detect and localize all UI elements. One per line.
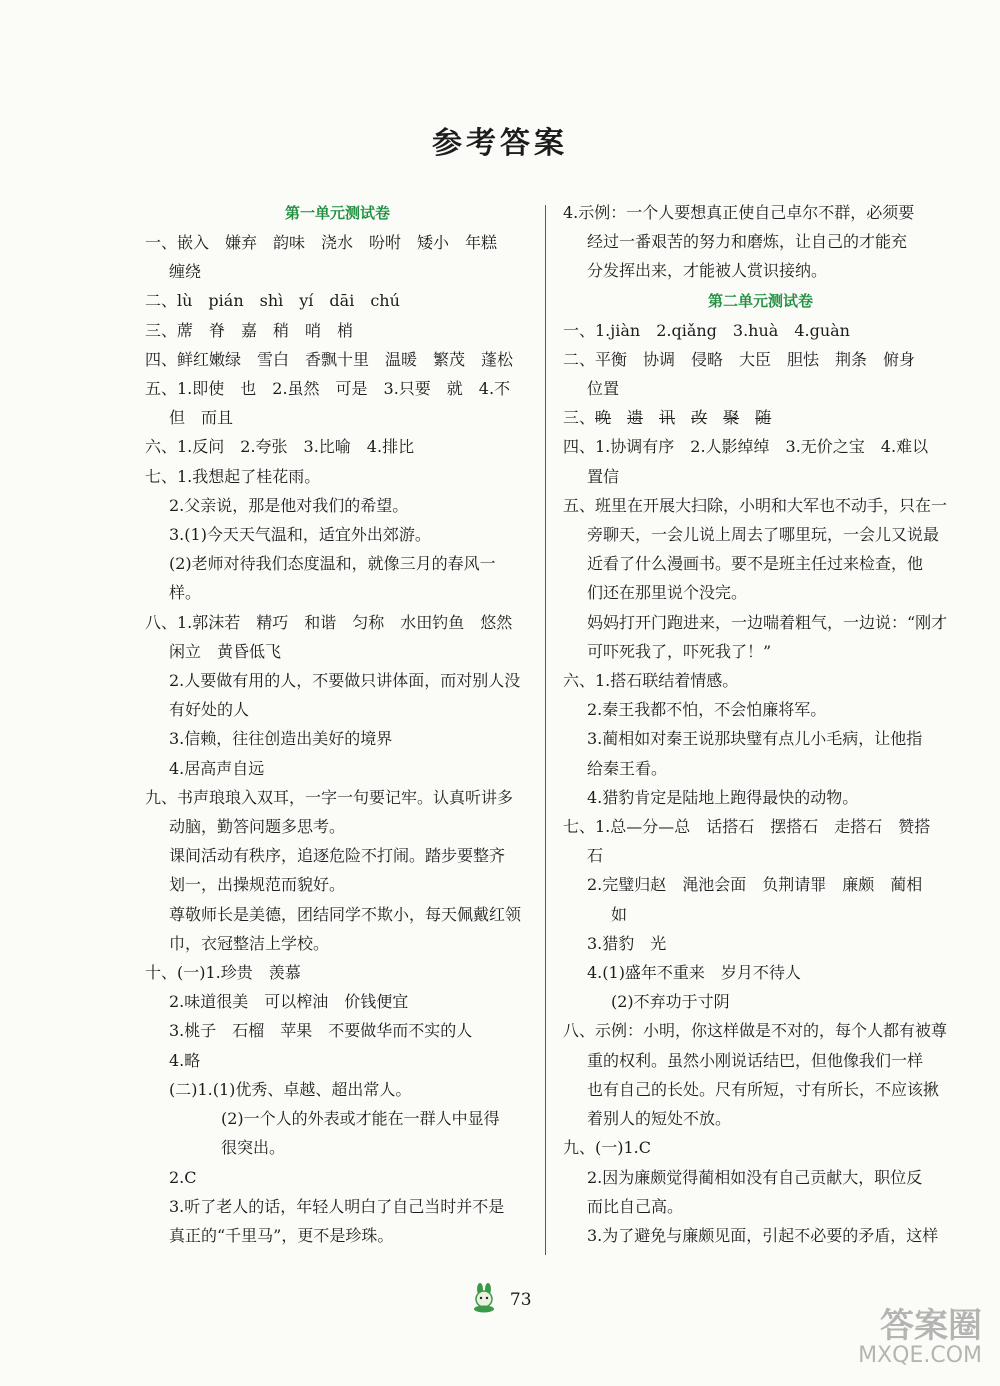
right-lines-b-line: 着别人的短处不放。: [587, 1109, 732, 1129]
right-lines-b-line: 可吓死我了，吓死我了！”: [587, 641, 772, 661]
right-lines-b-line: 2.因为廉颇觉得蔺相如没有自己贡献大，职位反: [587, 1167, 923, 1187]
left-lines-line: 一、嵌入 嫌弃 韵味 浇水 吩咐 矮小 年糕: [145, 233, 498, 252]
right-lines-a-line: 二、平衡 协调 侵略 大臣 胆怯 荆条 俯身: [563, 349, 916, 369]
left-lines-line: 有好处的人: [169, 700, 250, 720]
right-lines-a-line: 一、1.jiàn 2.qiǎng 3.huà 4.guàn: [563, 320, 850, 340]
right-intro-line: 分发挥出来，才能被人赏识接纳。: [587, 261, 828, 281]
right-lines-b-line: 2.秦王我都不怕，不会怕廉将军。: [587, 700, 827, 720]
struck-char: 随: [755, 408, 772, 428]
left-lines-line: 3.(1)今天天气温和，适宜外出郊游。: [169, 525, 431, 545]
right-lines-b-line: 石: [587, 846, 604, 866]
rabbit-mascot-icon: [468, 1283, 502, 1318]
unit2-answers-part1: [563, 316, 958, 404]
watermark-url: MXQE.COM: [858, 1343, 982, 1368]
left-lines-line: 2.人要做有用的人，不要做只讲体面，而对别人没: [169, 671, 521, 691]
right-lines-b-line: 而比自己高。: [587, 1196, 684, 1216]
left-lines-line: 九、书声琅琅入双耳，一字一句要记牢。认真听讲多: [145, 787, 514, 807]
right-lines-b-line: 给秦王看。: [587, 758, 668, 778]
watermark: [782, 1298, 982, 1378]
left-lines-line: 3.听了老人的话，年轻人明白了自己当时并不是: [169, 1196, 505, 1216]
struck-char: 遗: [627, 408, 644, 428]
left-lines-line: 课间活动有秩序，追逐危险不打闹。踏步要整齐: [169, 846, 506, 866]
left-lines-line: 2.味道很美 可以榨油 价钱便宜: [169, 992, 409, 1012]
left-lines-line: (二)1.(1)优秀、卓越、超出常人。: [169, 1079, 412, 1099]
right-intro-line: 经过一番艰苦的努力和磨炼，让自己的才能充: [587, 232, 908, 252]
left-lines-line: 缠绕: [169, 262, 202, 282]
unit1-continued-answers: [563, 198, 958, 286]
right-lines-b-line: 九、(一)1.C: [563, 1138, 651, 1158]
struck-char: 晚: [595, 408, 612, 428]
left-lines-line: 闲立 黄昏低飞: [169, 641, 282, 661]
struck-char: 聚: [723, 408, 740, 428]
page-number: 73: [509, 1290, 532, 1310]
right-lines-b-line: 旁聊天，一会儿说上周去了哪里玩，一会儿又说最: [587, 525, 940, 545]
left-lines-line: 尊敬师长是美德，团结同学不欺小，每天佩戴红领: [169, 904, 522, 924]
right-lines-b-line: 3.为了避免与廉颇见面，引起不必要的矛盾，这样: [587, 1225, 939, 1245]
right-lines-b-line: 3.猎豹 光: [587, 933, 667, 953]
left-lines-line: 二、lù pián shì yí dāi chú: [145, 291, 400, 311]
left-lines-line: 四、鲜红嫩绿 雪白 香飘十里 温暖 繁茂 蓬松: [145, 349, 514, 369]
right-lines-b-line: 妈妈打开门跑进来，一边喘着粗气，一边说：“刚才: [587, 612, 948, 632]
right-lines-b-line: 七、1.总—分—总 话搭石 摆搭石 走搭石 赞搭: [563, 817, 931, 837]
left-lines-line: 3.信赖，往往创造出美好的境界: [169, 729, 393, 749]
right-lines-b-line: (2)不弃功于寸阴: [611, 992, 730, 1012]
left-lines-line: 样。: [169, 583, 202, 603]
left-lines-line: 3.桃子 石榴 苹果 不要做华而不实的人: [169, 1021, 473, 1041]
left-lines-line: 八、1.郭沫若 精巧 和谐 匀称 水田钓鱼 悠然: [145, 612, 513, 632]
right-lines-b-line: 如: [611, 904, 628, 924]
right-lines-a-line: 位置: [587, 379, 620, 399]
left-lines-line: 三、蓆 脊 嘉 稍 哨 梢: [145, 320, 354, 340]
right-lines-b-line: 3.蔺相如对秦王说那块璧有点儿小毛病，让他指: [587, 729, 923, 749]
struck-char: 讯: [659, 408, 676, 428]
right-intro-line: 4.示例：一个人要想真正使自己卓尔不群，必须要: [563, 203, 915, 222]
unit2-answers-part2: [563, 432, 958, 1250]
right-lines-b-line: 六、1.搭石联结着情感。: [563, 671, 739, 691]
right-lines-b-line: 们还在那里说个没完。: [587, 583, 748, 603]
right-lines-b-line: 4.猎豹肯定是陆地上跑得最快的动物。: [587, 787, 859, 807]
right-column: [563, 198, 958, 1250]
left-lines-line: 动脑，勤答问题多思考。: [169, 817, 346, 837]
left-lines-line: (2)一个人的外表或才能在一群人中显得: [221, 1109, 500, 1129]
watermark-logo: 答案圈: [880, 1306, 982, 1346]
left-lines-line: 划一，出操规范而貌好。: [169, 875, 346, 895]
unit1-answers: [145, 228, 530, 1250]
left-lines-line: 十、(一)1.珍贵 羡慕: [145, 963, 301, 983]
left-lines-line: 2.父亲说，那是他对我们的希望。: [169, 495, 409, 515]
section-heading-unit1: 第一单元测试卷: [284, 204, 390, 222]
right-lines-b-line: 四、1.协调有序 2.人影绰绰 3.无价之宝 4.难以: [563, 437, 929, 457]
right-lines-b-line: 2.完璧归赵 渑池会面 负荆请罪 廉颇 蔺相: [587, 875, 923, 895]
left-lines-line: 七、1.我想起了桂花雨。: [145, 466, 321, 486]
right-lines-b-line: 4.(1)盛年不重来 岁月不待人: [587, 963, 801, 983]
right-lines-b-line: 也有自己的长处。尺有所短，寸有所长，不应该揪: [587, 1079, 940, 1099]
left-lines-line: 2.C: [169, 1167, 197, 1187]
left-lines-line: 六、1.反问 2.夸张 3.比喻 4.排比: [145, 437, 415, 457]
left-lines-line: 五、1.即使 也 2.虽然 可是 3.只要 就 4.不: [145, 379, 511, 399]
left-lines-line: 巾，衣冠整洁上学校。: [169, 933, 330, 953]
right-lines-b-line: 置信: [587, 466, 620, 486]
left-lines-line: (2)老师对待我们态度温和，就像三月的春风一: [169, 554, 496, 574]
left-column: [145, 198, 530, 1250]
struck-prefix: 三、: [563, 408, 596, 428]
struck-char: 改: [691, 408, 708, 428]
right-lines-b-line: 五、班里在开展大扫除，小明和大军也不动手，只在一: [563, 495, 948, 515]
section-heading-unit2: 第二单元测试卷: [707, 291, 813, 310]
column-divider: [545, 205, 546, 1255]
struck-chars-line: [563, 403, 958, 432]
right-lines-b-line: 重的权利。虽然小刚说话结巴，但他像我们一样: [587, 1050, 924, 1070]
left-lines-line: 4.居高声自远: [169, 758, 265, 778]
left-lines-line: 真正的“千里马”，更不是珍珠。: [169, 1225, 394, 1245]
right-lines-b-line: 八、示例：小明，你这样做是不对的，每个人都有被尊: [563, 1021, 948, 1041]
left-lines-line: 很突出。: [221, 1138, 286, 1158]
left-lines-line: 4.略: [169, 1050, 201, 1070]
right-lines-b-line: 近看了什么漫画书。要不是班主任过来检查，他: [587, 554, 924, 574]
page-title: 参考答案: [432, 126, 568, 161]
left-lines-line: 但 而且: [169, 408, 234, 428]
